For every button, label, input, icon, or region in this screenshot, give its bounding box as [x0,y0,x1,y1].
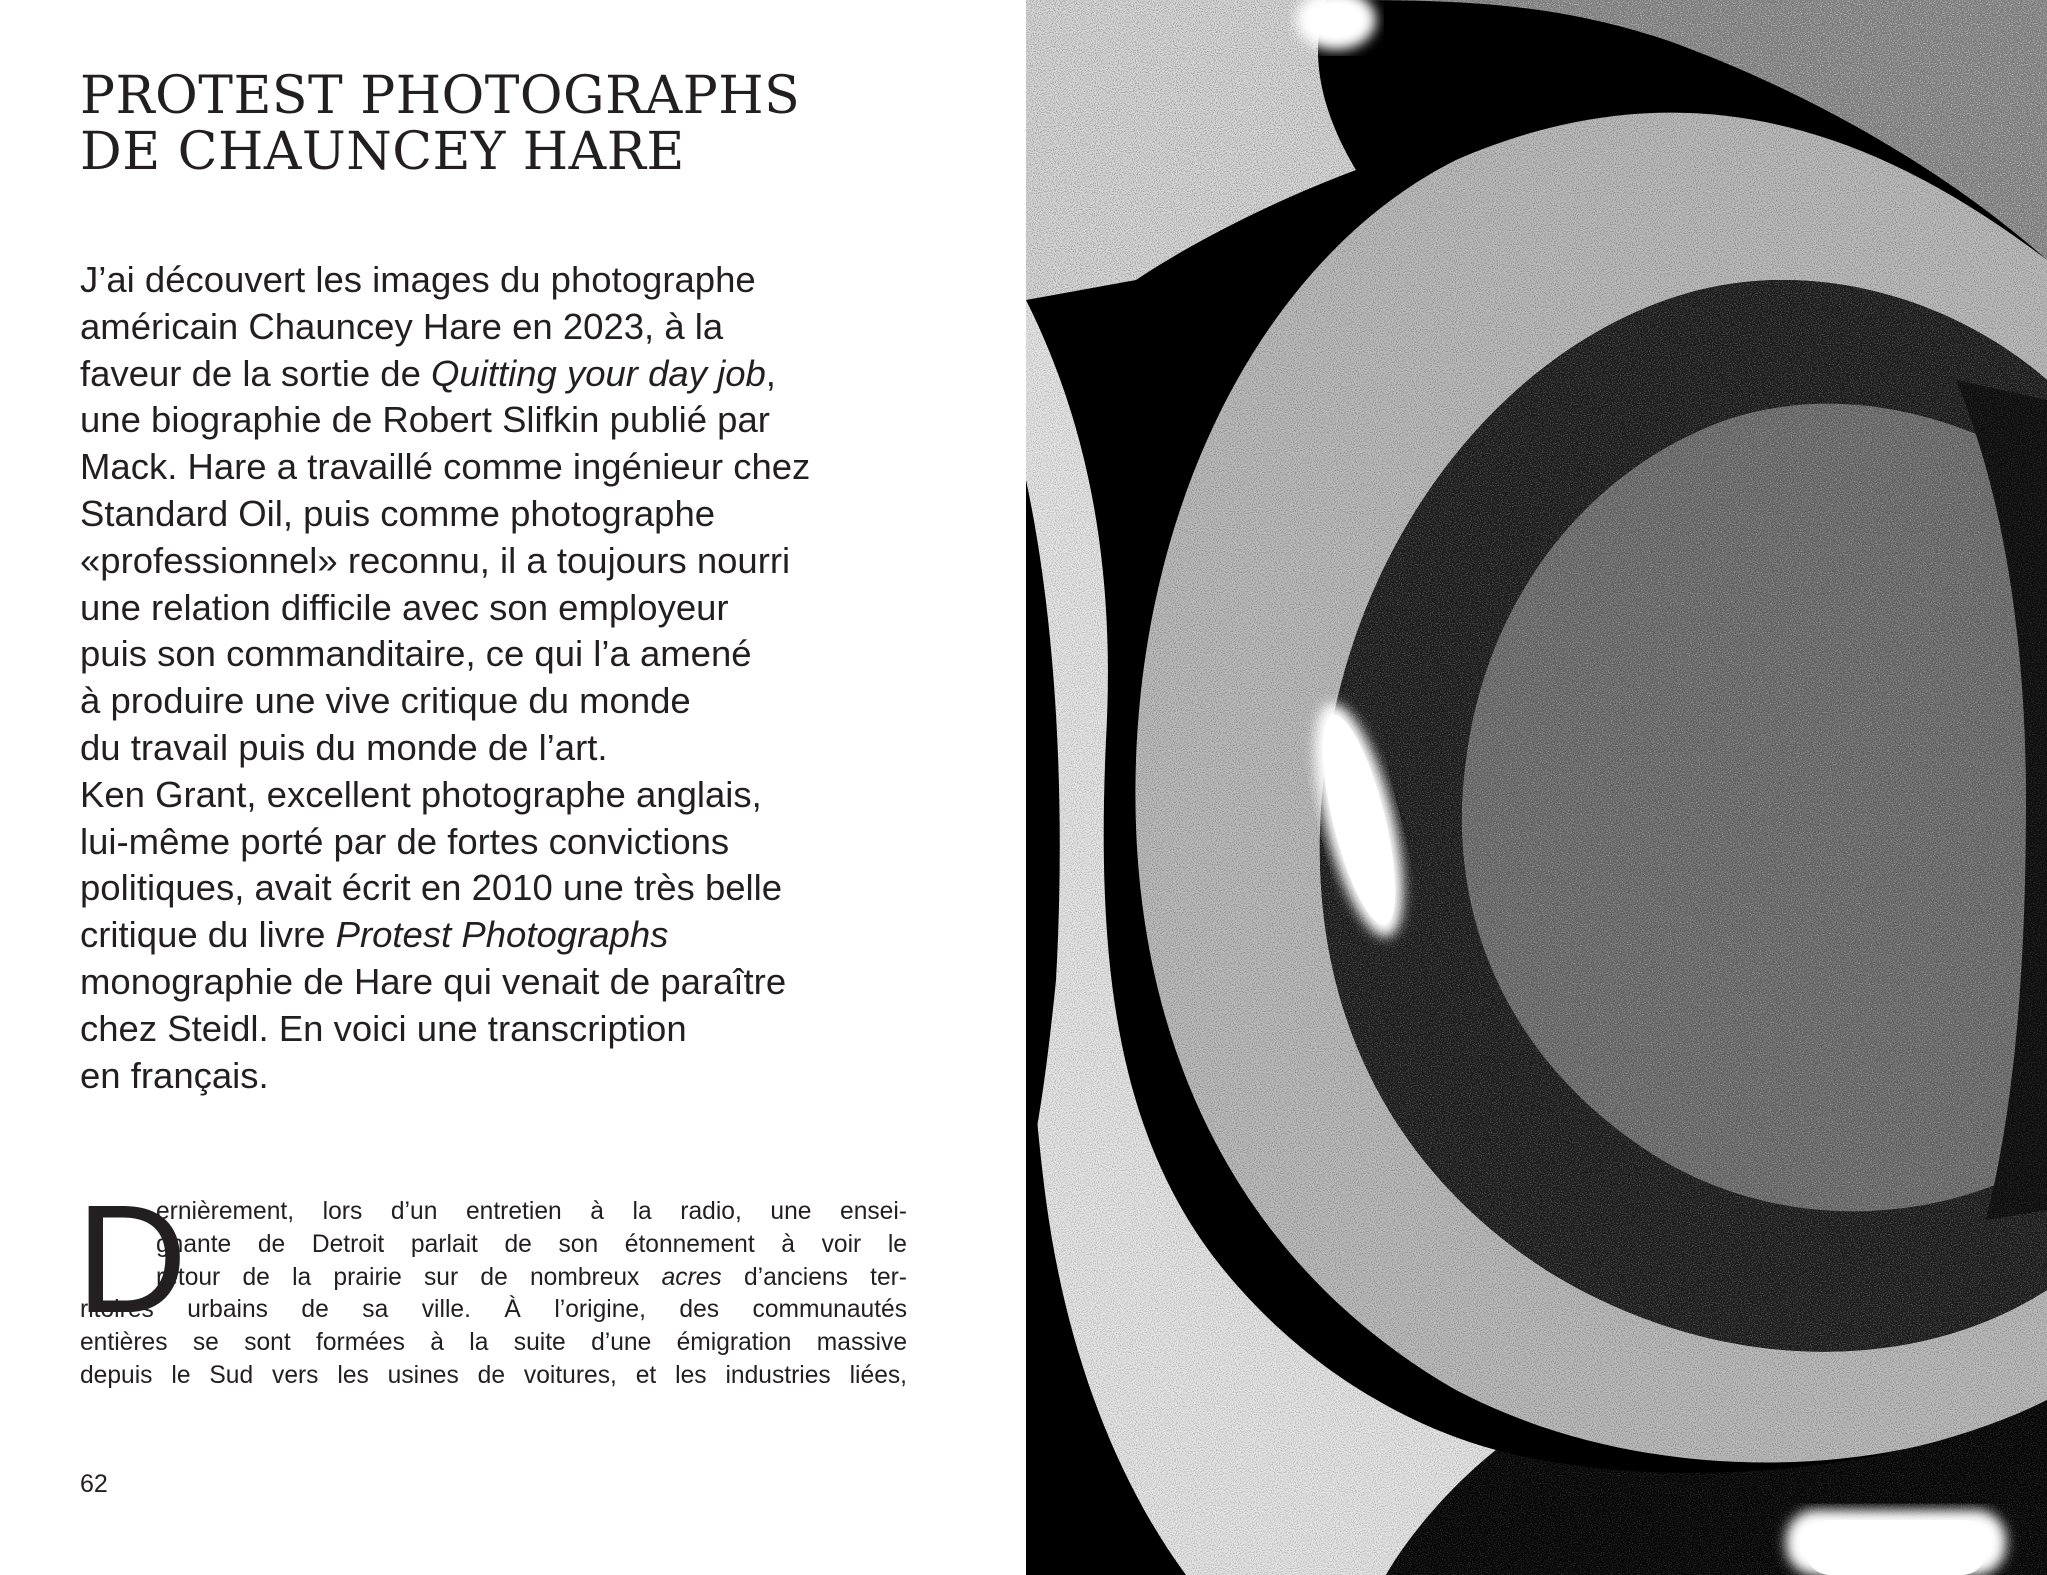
book-title-protest: Protest Photographs [335,914,669,956]
intro-line: politiques, avait écrit en 2010 une très belle [80,867,783,909]
intro-line: Standard Oil, puis comme photographe [80,492,716,534]
italic-acres: acres [661,1263,722,1291]
intro-line: une relation difficile avec son employeur [80,586,729,628]
intro-line: critique du livre Protest Photographs [80,914,669,956]
dithered-image-svg [1026,0,2047,1575]
intro-line: puis son commanditaire, ce qui l’a amené [80,633,752,675]
intro-line: à produire une vive critique du monde [80,680,691,722]
intro-line: J’ai découvert les images du photographe [80,259,756,300]
intro-paragraph [80,257,960,1099]
body-line: ernièrement, lors d’un entretien à la radio, une ensei- [156,1198,907,1225]
intro-line: monographie de Hare qui venait de paraître [80,960,787,1002]
intro-line: lui-même porté par de fortes convictions [80,820,730,862]
title-line-2: DE CHAUNCEY HARE [80,122,685,182]
intro-line: Ken Grant, excellent photographe anglais, [80,773,762,815]
title-line-1: PROTEST PHOTOGRAPHS [80,66,801,126]
page-number: 62 [80,1470,108,1498]
dithered-abstract-image [1026,0,2047,1575]
body-line: gnante de Detroit parlait de son étonnement à voir le [156,1230,907,1258]
intro-line: une biographie de Robert Slifkin publié par [80,399,770,441]
body-paragraph [76,1173,907,1393]
body-line: retour de la prairie sur de nombreux acres d’anciens ter- [156,1263,907,1291]
body-line: ritoires urbains de sa ville. À l’origine, des communautés [80,1296,907,1324]
intro-line: Mack. Hare a travaillé comme ingénieur chez [80,446,811,488]
intro-line: «professionnel» reconnu, il a toujours nourri [80,539,791,581]
intro-line: chez Steidl. En voici une transcription [80,1007,687,1049]
drop-cap: D [76,1173,188,1345]
intro-line: faveur de la sortie de Quitting your day job, [80,352,776,394]
article-title [80,68,800,180]
body-line: depuis le Sud vers les usines de voitures, et les industries liées, [80,1361,907,1389]
intro-line: en français. [80,1054,269,1096]
intro-line: américain Chauncey Hare en 2023, à la [80,305,724,347]
intro-line: du travail puis du monde de l’art. [80,726,608,768]
body-line: entières se sont formées à la suite d’une émigration massive [80,1329,907,1357]
book-title-quitting: Quitting your day job [431,352,766,394]
